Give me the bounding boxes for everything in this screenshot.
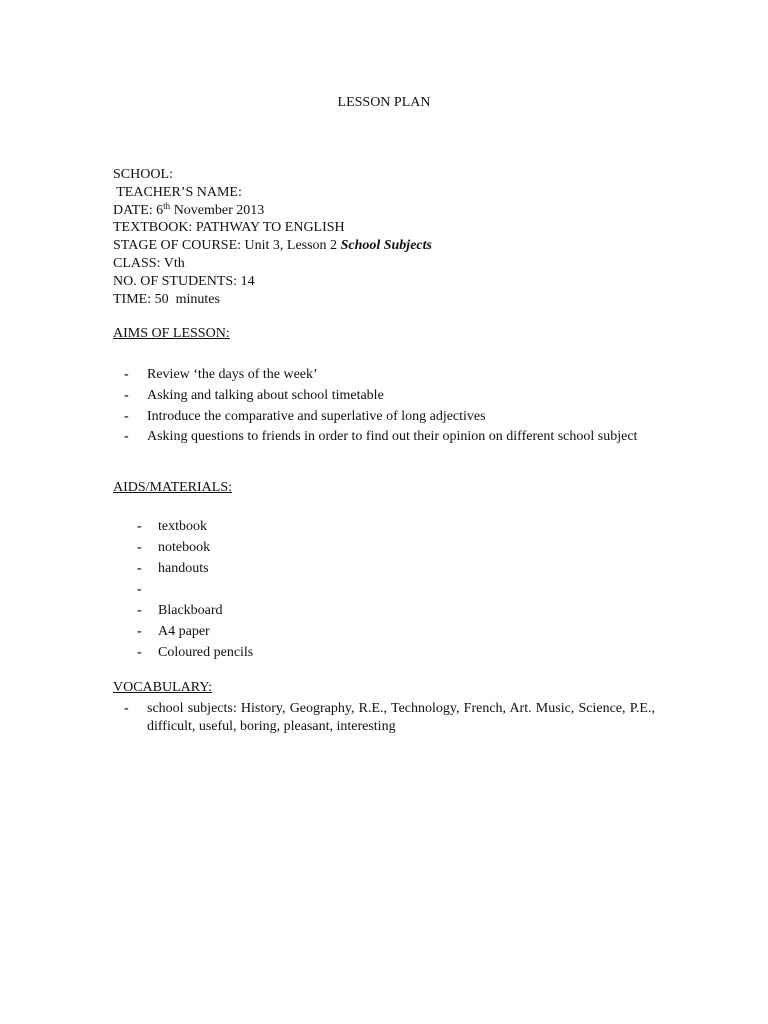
stage-line [113,237,673,255]
aid-text: A4 paper [158,624,210,639]
aims-list [113,366,655,449]
stage-emphasis: School Subjects [340,238,432,254]
date-prefix: DATE: 6 [113,202,164,218]
textbook-line: TEXTBOOK: PATHWAY TO ENGLISH [113,220,345,236]
aim-text: Review ‘the days of the week’ [147,367,318,382]
aim-text: Introduce the comparative and superlative of long adjectives [147,408,486,424]
bullet-dash: - [124,367,129,382]
document-title: LESSON PLAN [337,95,431,110]
list-item [113,366,655,384]
school-line: SCHOOL: [113,167,173,182]
class-line: CLASS: Vth [113,255,185,271]
aid-text: notebook [158,540,211,555]
list-item [113,560,413,581]
aid-text: handouts [158,561,209,576]
list-item [113,623,413,644]
aim-text: Asking and talking about school timetable [147,387,384,403]
aids-heading: AIDS/MATERIALS: [113,480,233,495]
list-item [113,539,413,560]
bullet-dash: - [124,408,129,424]
bullet-dash: - [137,561,142,576]
time-line: TIME: 50 minutes [113,291,220,307]
aids-list [113,518,413,665]
list-item [113,518,413,539]
bullet-dash: - [137,624,142,639]
stage-prefix: STAGE OF COURSE: Unit 3, Lesson 2 [113,238,341,254]
aid-text: textbook [158,519,207,534]
vocabulary-list [113,700,655,736]
bullet-dash: - [137,519,142,534]
bullet-dash: - [124,429,129,445]
date-line [113,202,673,220]
aid-text: Coloured pencils [158,645,254,660]
list-item [113,581,413,602]
list-item [113,408,655,426]
bullet-dash: - [124,387,129,403]
list-item [113,387,655,405]
bullet-dash: - [137,582,142,597]
list-item [113,428,655,446]
list-item [113,700,655,736]
students-line: NO. OF STUDENTS: 14 [113,273,255,289]
aim-text: Asking questions to friends in order to find out their opinion on different school subject [147,429,638,445]
vocabulary-heading: VOCABULARY: [113,680,213,695]
aid-text: Blackboard [158,603,223,618]
bullet-dash: - [137,645,142,660]
list-item [113,644,413,665]
lesson-info-block [113,166,673,308]
teacher-name-line: TEACHER’S NAME: [113,184,242,200]
aims-heading: AIMS OF LESSON: [113,326,230,341]
bullet-dash: - [137,540,142,555]
bullet-dash: - [124,701,129,716]
bullet-dash: - [137,603,142,618]
date-suffix: November 2013 [170,202,265,218]
date-superscript: th [163,200,171,211]
vocabulary-text: school subjects: History, Geography, R.E., Technology, French, Art. Music, Science, P.E., difficult, useful, boring, pleasant, interesting [147,701,655,734]
list-item [113,602,413,623]
